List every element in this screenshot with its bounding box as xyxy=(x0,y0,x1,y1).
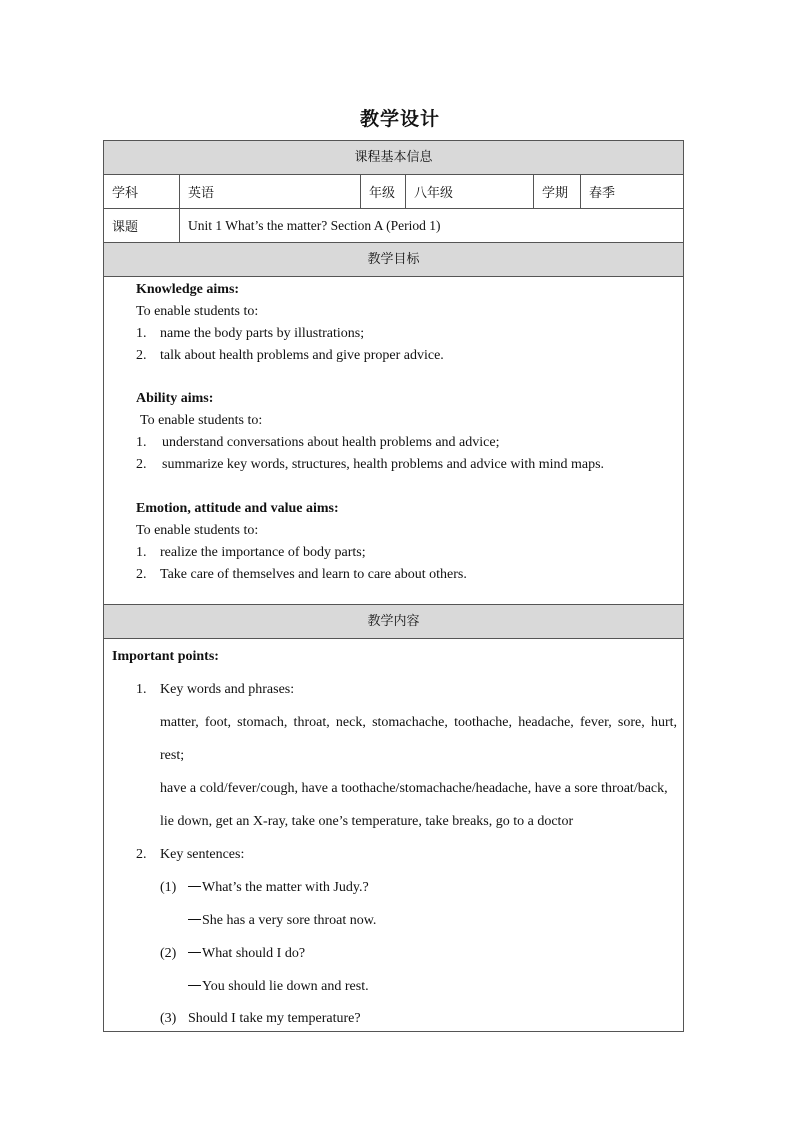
subject-value: 英语 xyxy=(180,175,361,208)
dialogue-line xyxy=(188,913,376,929)
basic-info-header: 课程基本信息 xyxy=(104,141,683,175)
key-phrases-line: have a cold/fever/cough, have a toothache/stomachache/headache, have a sore throat/back, xyxy=(160,781,668,796)
ability-item: summarize key words, structures, health problems and advice with mind maps. xyxy=(162,457,605,472)
topic-value: Unit 1 What’s the matter? Section A (Period 1) xyxy=(188,217,441,233)
knowledge-item: talk about health problems and give proper advice. xyxy=(160,348,444,363)
basic-info-row xyxy=(104,175,683,209)
knowledge-intro: To enable students to: xyxy=(136,304,259,319)
key-words-line: rest; xyxy=(160,748,185,763)
sentence-number: (3) xyxy=(160,1011,177,1026)
content-block xyxy=(104,639,683,1031)
document-title: 教学设计 xyxy=(359,108,440,130)
emotion-aims-title: Emotion, attitude and value aims: xyxy=(136,501,339,516)
grade-value: 八年级 xyxy=(406,175,534,208)
dash-mark xyxy=(188,952,201,953)
grade-label: 年级 xyxy=(361,175,406,208)
important-points-title: Important points: xyxy=(112,649,219,664)
topic-label: 课题 xyxy=(104,209,180,242)
emotion-item: Take care of themselves and learn to care about others. xyxy=(160,567,467,582)
list-number: 2. xyxy=(136,457,147,472)
emotion-item: realize the importance of body parts; xyxy=(160,545,366,560)
goals-block xyxy=(104,277,683,605)
list-number: 1. xyxy=(136,326,147,341)
key-sentences-title: Key sentences: xyxy=(160,847,245,862)
knowledge-item: name the body parts by illustrations; xyxy=(160,326,365,341)
list-number: 1. xyxy=(136,435,147,450)
list-number: 2. xyxy=(136,567,147,582)
goals-header: 教学目标 xyxy=(104,243,683,277)
dash-mark xyxy=(188,985,201,986)
dialogue-question: What’s the matter with Judy.? xyxy=(202,880,369,895)
emotion-intro: To enable students to: xyxy=(136,523,259,538)
ability-intro: To enable students to: xyxy=(140,413,263,428)
knowledge-aims-title: Knowledge aims: xyxy=(136,282,240,297)
ability-item: understand conversations about health problems and advice; xyxy=(162,435,500,450)
dialogue-line xyxy=(188,880,369,896)
dialogue-question: What should I do? xyxy=(202,946,306,961)
key-words-line: matter, foot, stomach, throat, neck, stomachache, toothache, headache, fever, sore, hurt, xyxy=(160,715,677,730)
key-words-title: Key words and phrases: xyxy=(160,682,295,697)
key-sentence: Should I take my temperature? xyxy=(188,1011,361,1026)
subject-label: 学科 xyxy=(104,175,180,208)
list-number: 2. xyxy=(136,348,147,363)
sentence-number: (1) xyxy=(160,880,177,895)
lesson-plan-table xyxy=(103,140,684,1032)
list-number: 1. xyxy=(136,545,147,560)
dialogue-answer: She has a very sore throat now. xyxy=(202,913,377,928)
content-header: 教学内容 xyxy=(104,605,683,639)
sentence-number: (2) xyxy=(160,946,177,961)
key-phrases-line: lie down, get an X-ray, take one’s temperature, take breaks, go to a doctor xyxy=(160,814,574,829)
dialogue-answer: You should lie down and rest. xyxy=(202,979,369,994)
dash-mark xyxy=(188,919,201,920)
dialogue-line xyxy=(188,979,369,995)
term-value: 春季 xyxy=(589,186,616,201)
term-label: 学期 xyxy=(534,175,581,208)
list-number: 2. xyxy=(136,847,147,862)
ability-aims-title: Ability aims: xyxy=(136,391,214,406)
dialogue-line xyxy=(188,946,305,962)
topic-row xyxy=(104,209,683,243)
dash-mark xyxy=(188,886,201,887)
list-number: 1. xyxy=(136,682,147,697)
